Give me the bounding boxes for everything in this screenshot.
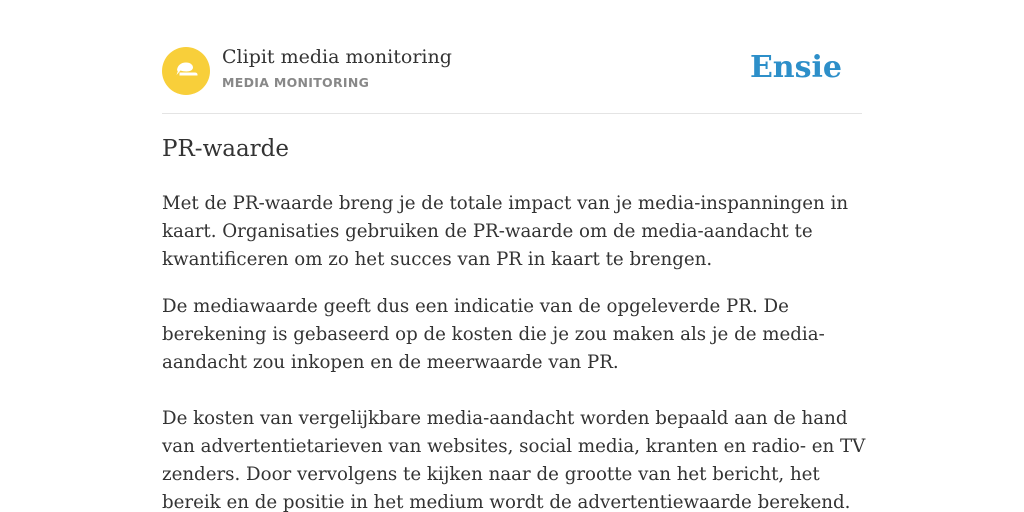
paragraph: De mediawaarde geeft dus een indicatie van de opgeleverde PR. De berekening is gebaseerd op de kosten die je zou maken als je de media-aandacht zou inkopen en de meerwaarde van PR. <box>162 296 825 373</box>
page-title: PR-waarde <box>162 136 290 162</box>
brand-logo[interactable] <box>162 47 210 95</box>
speech-bubble-icon <box>162 47 210 95</box>
paragraph: Met de PR-waarde breng je de totale impact van je media-inspanningen in kaart. Organisaties gebruiken de PR-waarde om de media-aandacht te kwantificeren om zo het succes van PR in kaart te brengen. <box>162 193 849 270</box>
site-logo[interactable]: Ensie <box>749 50 842 85</box>
brand-subtitle: MEDIA MONITORING <box>222 75 370 90</box>
brand-name[interactable]: Clipit media monitoring <box>222 46 452 68</box>
header <box>162 0 862 114</box>
paragraph: De kosten van vergelijkbare media-aandacht worden bepaald aan de hand van advertentietarieven van websites, social media, kranten en radio- en TV zenders. Door vervolgens te kijken naar de grootte van het bericht, het bereik en de positie in het medium wordt de advertentiewaarde berekend. <box>162 408 866 512</box>
content-container <box>162 0 866 512</box>
